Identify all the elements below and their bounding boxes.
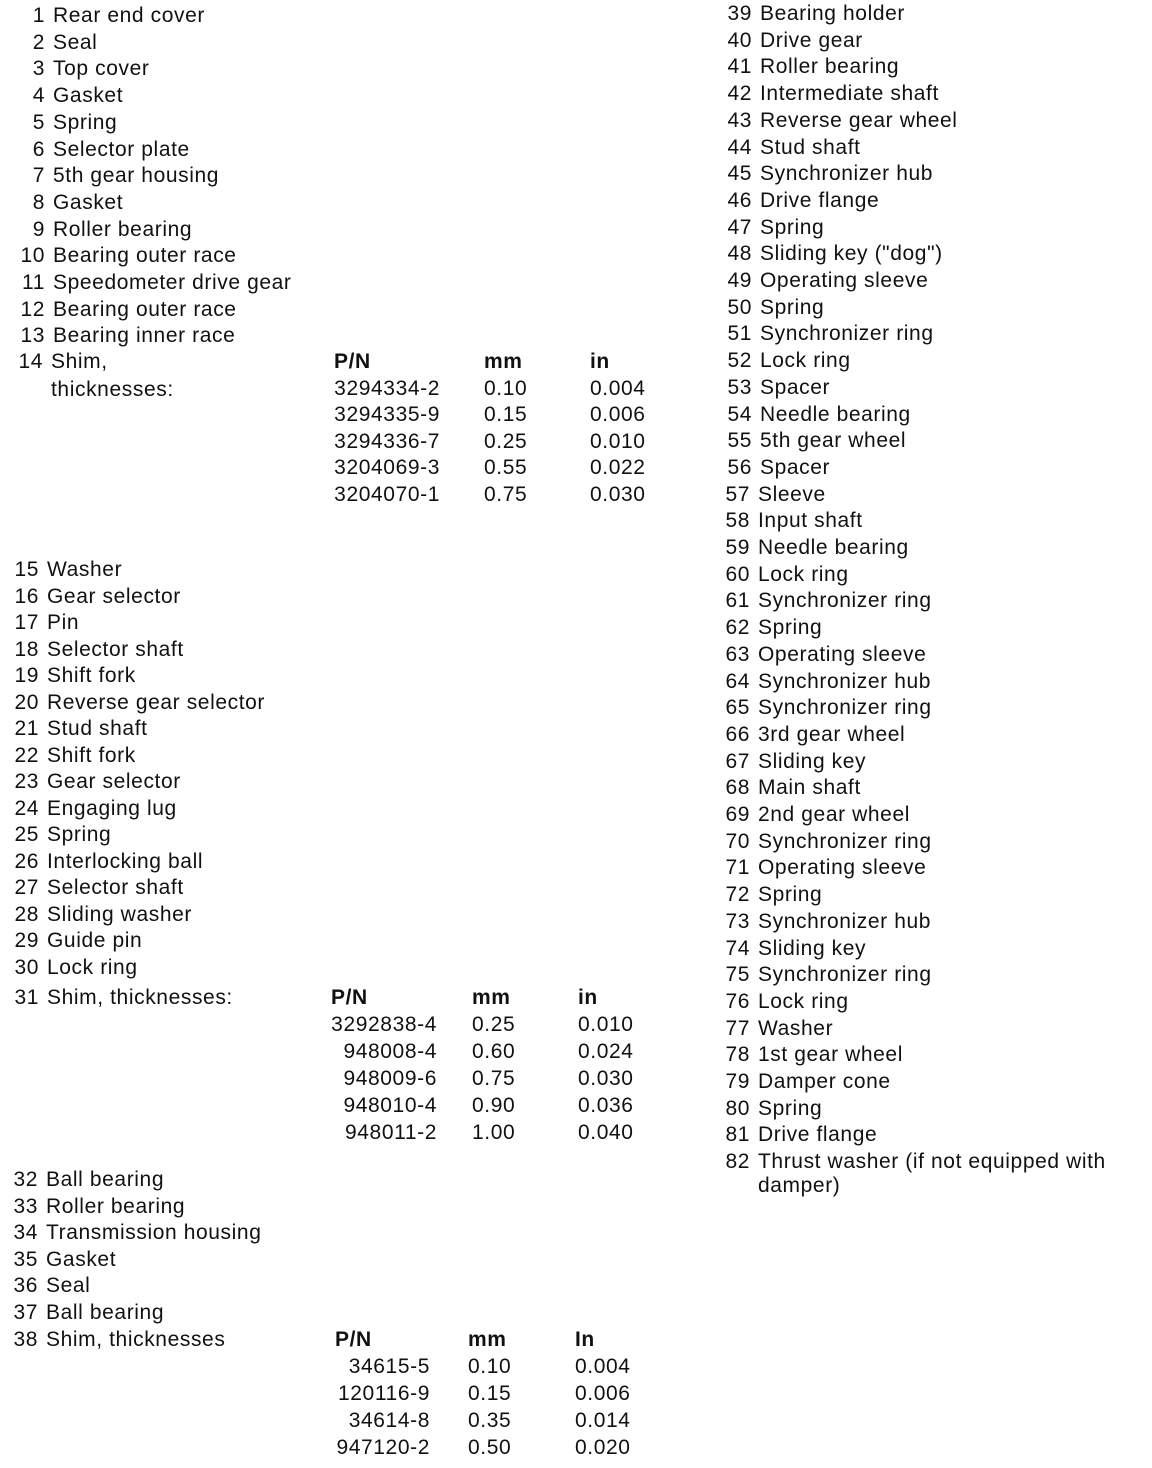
in-cell: 0.024 (578, 1040, 634, 1063)
item-number: 40 (727, 28, 752, 52)
list-item (725, 1043, 903, 1067)
list-item (14, 955, 138, 980)
list-item (727, 188, 880, 213)
list-item (725, 642, 927, 667)
item-label: Synchronizer ring (758, 829, 932, 853)
mm-cell: 0.90 (472, 1094, 516, 1117)
item-number: 64 (725, 669, 750, 693)
list-item (727, 135, 861, 160)
item-label: Thrust washer (if not equipped with damper) (758, 1150, 1106, 1198)
item-label: Drive flange (758, 1123, 878, 1147)
item-label: Drive flange (760, 188, 880, 212)
list-item (32, 30, 98, 55)
item-number: 31 (14, 986, 39, 1009)
list-item (14, 823, 112, 847)
item-label: Sliding key (758, 936, 867, 960)
item-number: 4 (32, 84, 45, 108)
item-label: 1st gear wheel (758, 1043, 903, 1067)
list-item (725, 776, 861, 800)
item-label: Reverse gear wheel (760, 108, 958, 132)
item-number: 26 (14, 849, 39, 873)
list-item (725, 1096, 823, 1121)
list-item (14, 717, 148, 741)
item-number: 6 (32, 137, 45, 161)
item-label: Sliding key ("dog") (760, 242, 943, 266)
item-label: Gear selector (47, 770, 181, 793)
list-item (725, 749, 867, 774)
item-label: Stud shaft (47, 717, 148, 740)
column-header-pn: P/N (331, 986, 368, 1009)
item-label: Synchronizer hub (758, 909, 932, 933)
list-item (32, 84, 124, 108)
item-number: 22 (14, 743, 39, 767)
list-item (725, 1070, 891, 1094)
item-label: Lock ring (758, 562, 849, 586)
item-label: Spacer (760, 455, 831, 479)
item-number: 82 (725, 1150, 750, 1174)
item-number: 62 (725, 616, 750, 640)
item-number: 21 (14, 717, 39, 740)
item-number: 73 (725, 909, 750, 933)
item-number: 24 (14, 796, 39, 820)
list-item (22, 271, 292, 295)
item-label: 2nd gear wheel (758, 803, 911, 826)
item-number: 77 (725, 1016, 750, 1040)
item-number: 47 (727, 215, 752, 239)
list-item (14, 743, 136, 768)
part-number-cell: 3294336-7 (334, 429, 440, 453)
item-number: 12 (20, 297, 45, 321)
list-item (14, 849, 204, 874)
item-label: Reverse gear selector (47, 690, 266, 714)
item-label: Gasket (46, 1247, 117, 1271)
mm-cell: 0.75 (484, 483, 528, 506)
item-label: Bearing outer race (53, 297, 237, 321)
part-number-cell: 948011-2 (345, 1121, 437, 1144)
in-cell: 0.020 (575, 1436, 631, 1459)
list-item (725, 536, 909, 560)
list-item (20, 297, 237, 322)
in-cell: 0.040 (578, 1121, 634, 1144)
mm-cell: 0.15 (484, 403, 528, 427)
list-item (727, 162, 934, 186)
list-item (13, 1168, 165, 1192)
item-number: 3 (32, 57, 45, 81)
list-item (14, 558, 123, 582)
item-number: 44 (727, 135, 752, 159)
item-label: Gasket (53, 190, 124, 214)
list-item (727, 2, 905, 26)
list-item (14, 664, 136, 688)
column-header-mm: mm (468, 1328, 507, 1351)
list-item (725, 1016, 834, 1041)
column-header-pn: P/N (335, 1328, 372, 1351)
item-number: 38 (13, 1328, 38, 1351)
item-number: 39 (727, 2, 752, 25)
item-label: Shim, thicknesses: (47, 986, 233, 1009)
part-number-cell: 948008-4 (343, 1040, 437, 1063)
list-item (13, 1247, 117, 1272)
list-item (20, 324, 236, 348)
item-label: 5th gear wheel (760, 429, 907, 453)
list-item (32, 4, 205, 28)
item-number: 51 (727, 322, 752, 346)
item-label: Input shaft (758, 509, 863, 533)
part-number-cell: 34615-5 (348, 1355, 430, 1378)
item-number: 70 (725, 829, 750, 853)
item-number: 68 (725, 776, 750, 800)
in-cell: 0.004 (590, 376, 646, 400)
part-number-cell: 3204070-1 (334, 483, 440, 506)
list-item (725, 616, 823, 640)
item-label: Synchronizer ring (758, 963, 932, 987)
item-label: Drive gear (760, 28, 863, 52)
list-item (14, 902, 192, 927)
item-label: Operating sleeve (758, 856, 927, 880)
list-item (727, 269, 929, 293)
item-label: Bearing holder (760, 2, 905, 25)
item-number: 14 (18, 350, 43, 373)
item-number: 32 (13, 1168, 38, 1191)
item-label: Needle bearing (758, 536, 909, 559)
item-label: Synchronizer ring (758, 589, 932, 613)
item-number: 41 (727, 55, 752, 79)
item-number: 80 (725, 1096, 750, 1120)
item-number: 18 (14, 637, 39, 661)
column-header-pn: P/N (334, 350, 371, 373)
item-number: 43 (727, 108, 752, 132)
item-label: 5th gear housing (53, 164, 220, 188)
in-cell: 0.022 (590, 456, 646, 480)
item-label: Lock ring (760, 349, 851, 373)
item-number: 7 (32, 164, 45, 188)
item-number: 78 (725, 1043, 750, 1067)
shim-item (13, 1328, 226, 1352)
item-label: Interlocking ball (47, 849, 204, 873)
item-number: 20 (14, 690, 39, 714)
part-number-cell: 3294335-9 (334, 403, 440, 427)
in-cell: 0.006 (590, 403, 646, 427)
item-number: 60 (725, 562, 750, 586)
item-number: 23 (14, 770, 39, 793)
list-item (727, 429, 907, 453)
item-number: 30 (14, 955, 39, 979)
item-label: Gear selector (47, 584, 181, 608)
item-label: Sliding key (758, 749, 867, 773)
item-label: Synchronizer hub (760, 162, 934, 186)
item-label: Synchronizer ring (760, 322, 934, 346)
list-item (725, 482, 826, 507)
item-number: 34 (13, 1221, 38, 1245)
item-number: 28 (14, 902, 39, 926)
list-item (14, 690, 266, 715)
column-header-in: in (578, 986, 598, 1009)
item-number: 54 (727, 402, 752, 426)
item-number: 17 (14, 611, 39, 634)
mm-cell: 0.10 (468, 1355, 512, 1378)
item-number: 42 (727, 82, 752, 106)
item-label: Shift fork (47, 743, 136, 767)
mm-cell: 0.25 (484, 429, 528, 453)
list-item (725, 696, 932, 720)
list-item (727, 375, 831, 400)
list-item (725, 509, 863, 533)
in-cell: 0.004 (575, 1355, 631, 1378)
part-number-cell: 3292838-4 (331, 1013, 437, 1036)
item-number: 11 (22, 271, 45, 294)
item-number: 25 (14, 823, 39, 846)
item-number: 16 (14, 584, 39, 608)
list-item (725, 936, 867, 961)
item-label: Spring (53, 110, 118, 134)
column-header-mm: mm (484, 350, 523, 373)
part-number-cell: 3204069-3 (334, 456, 440, 480)
item-number: 29 (14, 929, 39, 952)
list-item (14, 611, 80, 635)
item-label: Needle bearing (760, 402, 911, 426)
item-number: 2 (32, 30, 45, 54)
item-number: 55 (727, 429, 752, 453)
in-cell: 0.030 (590, 483, 646, 506)
item-label: Stud shaft (760, 135, 861, 159)
mm-cell: 0.35 (468, 1409, 512, 1432)
item-label: Pin (47, 611, 80, 634)
part-number-cell: 948009-6 (343, 1067, 437, 1090)
item-number: 45 (727, 162, 752, 186)
item-label: Roller bearing (46, 1194, 186, 1218)
list-item (725, 562, 849, 587)
item-number: 66 (725, 722, 750, 746)
item-number: 15 (14, 558, 39, 581)
part-number-cell: 120116-9 (338, 1382, 430, 1405)
item-number: 46 (727, 188, 752, 212)
list-item (727, 242, 943, 266)
list-item (727, 215, 825, 240)
in-cell: 0.014 (575, 1409, 631, 1432)
item-number: 81 (725, 1123, 750, 1147)
item-label: Intermediate shaft (760, 82, 939, 106)
item-label: Roller bearing (53, 217, 193, 241)
item-label: Ball bearing (46, 1301, 165, 1324)
item-label: Selector shaft (47, 637, 184, 661)
item-label: Synchronizer ring (758, 696, 932, 720)
list-item (14, 876, 184, 900)
list-item (32, 57, 150, 81)
item-label: Ball bearing (46, 1168, 165, 1191)
mm-cell: 0.75 (472, 1067, 516, 1090)
in-cell: 0.030 (578, 1067, 634, 1090)
item-number: 5 (32, 110, 45, 134)
item-label: Bearing outer race (53, 244, 237, 268)
mm-cell: 0.15 (468, 1382, 512, 1405)
part-number-cell: 948010-4 (343, 1094, 437, 1117)
item-number: 48 (727, 242, 752, 266)
column-header-in: in (590, 350, 610, 373)
item-label: Roller bearing (760, 55, 900, 79)
item-number: 67 (725, 749, 750, 773)
item-number: 76 (725, 989, 750, 1013)
item-label: Selector shaft (47, 876, 184, 899)
item-number: 71 (725, 856, 750, 880)
list-item (727, 108, 958, 133)
list-item (14, 584, 181, 609)
mm-cell: 0.60 (472, 1040, 516, 1063)
list-item (725, 909, 932, 934)
item-number: 27 (14, 876, 39, 899)
shim-item (18, 350, 108, 374)
list-item (727, 402, 911, 427)
item-number: 56 (727, 455, 752, 479)
item-number: 49 (727, 269, 752, 292)
item-label: Operating sleeve (758, 642, 927, 666)
list-item (727, 28, 863, 53)
item-number: 9 (32, 217, 45, 241)
item-label: Lock ring (758, 989, 849, 1013)
item-label: Damper cone (758, 1070, 891, 1093)
part-number-cell: 34614-8 (348, 1409, 430, 1432)
item-label: Engaging lug (47, 796, 177, 820)
item-number: 36 (13, 1274, 38, 1298)
column-header-in: In (575, 1328, 595, 1351)
list-item (32, 110, 118, 135)
item-number: 37 (13, 1301, 38, 1324)
item-number: 63 (725, 642, 750, 666)
item-label: Rear end cover (53, 4, 205, 27)
item-label: Selector plate (53, 137, 190, 161)
list-item (725, 989, 849, 1014)
in-cell: 0.010 (590, 429, 646, 453)
list-item (14, 929, 143, 953)
list-item (13, 1274, 91, 1298)
list-item (14, 796, 177, 821)
item-label: 3rd gear wheel (758, 722, 906, 746)
item-label: Seal (53, 30, 98, 54)
item-label: Lock ring (47, 955, 138, 979)
item-number: 50 (727, 295, 752, 319)
item-number: 52 (727, 349, 752, 373)
item-label: Spring (758, 616, 823, 640)
list-item (727, 55, 900, 79)
list-item (725, 1150, 1152, 1198)
list-item (725, 883, 823, 907)
mm-cell: 0.50 (468, 1436, 512, 1459)
list-item (13, 1194, 186, 1219)
list-item (725, 829, 932, 854)
item-number: 35 (13, 1247, 38, 1271)
item-number: 1 (32, 4, 45, 27)
item-number: 13 (20, 324, 45, 348)
item-label: Synchronizer hub (758, 669, 932, 693)
column-header-mm: mm (472, 986, 511, 1009)
list-item (14, 637, 184, 662)
list-item (14, 770, 181, 794)
list-item (725, 856, 927, 880)
item-label: Sliding washer (47, 902, 192, 926)
item-label: Washer (47, 558, 123, 581)
item-label: Main shaft (758, 776, 861, 800)
item-number: 74 (725, 936, 750, 960)
mm-cell: 0.10 (484, 376, 528, 400)
mm-cell: 1.00 (472, 1121, 516, 1144)
item-number: 10 (20, 244, 45, 268)
item-label: Shift fork (47, 664, 136, 687)
list-item (725, 589, 932, 613)
item-number: 53 (727, 375, 752, 399)
in-cell: 0.036 (578, 1094, 634, 1117)
item-label: Speedometer drive gear (53, 271, 292, 294)
item-label: Operating sleeve (760, 269, 929, 292)
item-label-continued: thicknesses: (51, 378, 174, 401)
in-cell: 0.010 (578, 1013, 634, 1036)
item-number: 72 (725, 883, 750, 907)
item-label: Top cover (53, 57, 150, 81)
list-item (725, 669, 932, 694)
list-item (725, 722, 906, 747)
part-number-cell: 947120-2 (336, 1436, 430, 1459)
item-label: Shim, (51, 350, 108, 373)
item-number: 59 (725, 536, 750, 559)
item-number: 65 (725, 696, 750, 720)
list-item (32, 190, 124, 215)
list-item (13, 1301, 165, 1325)
list-item (727, 295, 825, 320)
item-number: 8 (32, 190, 45, 214)
list-item (20, 244, 237, 268)
item-label: Transmission housing (46, 1221, 262, 1245)
item-label: Washer (758, 1016, 834, 1040)
item-label: Gasket (53, 84, 124, 108)
item-number: 61 (725, 589, 750, 613)
list-item (727, 349, 851, 373)
item-label: Bearing inner race (53, 324, 236, 348)
item-number: 58 (725, 509, 750, 533)
list-item (727, 82, 939, 106)
item-number: 57 (725, 482, 750, 506)
mm-cell: 0.55 (484, 456, 528, 480)
item-label: Guide pin (47, 929, 143, 952)
item-label: Spring (760, 215, 825, 239)
item-number: 79 (725, 1070, 750, 1093)
item-label: Spring (758, 1096, 823, 1120)
item-label: Shim, thicknesses (46, 1328, 226, 1351)
item-number: 69 (725, 803, 750, 826)
item-label: Sleeve (758, 482, 826, 506)
list-item (727, 455, 831, 480)
list-item (32, 217, 193, 242)
part-number-cell: 3294334-2 (334, 376, 440, 400)
in-cell: 0.006 (575, 1382, 631, 1405)
list-item (32, 164, 220, 188)
mm-cell: 0.25 (472, 1013, 516, 1036)
item-number: 75 (725, 963, 750, 987)
list-item (727, 322, 934, 346)
item-number: 33 (13, 1194, 38, 1218)
item-label: Spacer (760, 375, 831, 399)
item-label: Spring (758, 883, 823, 907)
item-label: Spring (47, 823, 112, 846)
list-item (32, 137, 190, 162)
item-number: 19 (14, 664, 39, 687)
item-label: Seal (46, 1274, 91, 1298)
item-label: Spring (760, 295, 825, 319)
list-item (725, 803, 911, 827)
shim-item (14, 986, 233, 1010)
list-item (725, 1123, 878, 1147)
list-item (13, 1221, 262, 1245)
list-item (725, 963, 932, 987)
